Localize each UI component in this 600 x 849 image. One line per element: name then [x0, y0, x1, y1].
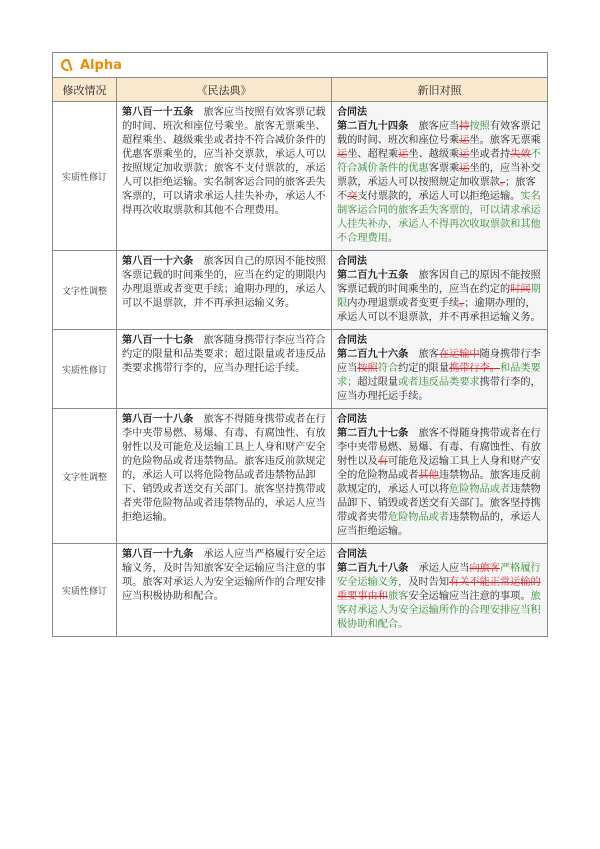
added-text: 实名制客运合同的旅客丢失客票的，可以请求承运人挂失补办，承运人不得再次收取票款和其他不合理费用。 — [337, 191, 541, 244]
unchanged-text: 坐或者持 — [469, 149, 511, 160]
brand-name: Alpha — [80, 57, 122, 73]
added-text: 危险物品或者 — [387, 512, 450, 523]
unchanged-text: 旅客因自己的原因不能按照客票记载的时间乘坐的，应当在约定的 — [337, 270, 541, 295]
added-text: 期限 — [337, 284, 541, 309]
deleted-text: 时间 — [510, 284, 531, 295]
table-row — [53, 544, 547, 636]
old-article-number: 第二百九十八条 — [337, 563, 409, 574]
added-text: 和品类要求； — [337, 363, 541, 388]
article-text: 旅客不得随身携带或者在行李中夹带易燃、易爆、有毒、有腐蚀性、有放射性以及可能危及运输工具上人身和财产安全的危险物品或者违禁物品。旅客违反前款规定的，承运人可以将危险物品或者违禁物品卸下、销毁或者送交有关部门。旅客坚持携带或者夹带危险物品或者违禁物品的，承运人应当拒绝运输。 — [122, 414, 326, 523]
alpha-logo-icon — [59, 57, 75, 73]
old-law-name: 合同法 — [337, 107, 367, 118]
unchanged-text: 旅客 — [408, 349, 439, 360]
unchanged-text: 随身携带行李应当 — [337, 349, 541, 374]
old-article-number: 第二百九十六条 — [337, 349, 409, 360]
deleted-text: 在运输中 — [438, 349, 480, 360]
old-law-name: 合同法 — [337, 414, 367, 425]
unchanged-text: 内办理退票或者变更手续 — [347, 298, 460, 309]
header-comparison: 新旧对照 — [417, 83, 462, 97]
unchanged-text: 承运人应当 — [408, 563, 470, 574]
unchanged-text: 有效客票记载的时间、班次和座位号乘 — [337, 121, 541, 146]
civil-code-cell — [117, 102, 332, 250]
deleted-text: 运 — [459, 163, 470, 174]
unchanged-text: 违禁物品的，承运人应当拒绝运输。 — [337, 512, 541, 537]
unchanged-text: 坐的，应当补交票款，承运人可以按照规定加收票款 — [337, 163, 541, 188]
added-text: 或者违反品类要求 — [398, 377, 480, 388]
deleted-text: 持 — [459, 121, 470, 132]
article-number: 第八百一十七条 — [122, 335, 194, 346]
article-number: 第八百一十五条 — [122, 107, 194, 118]
unchanged-text: 违禁物品卸下、销毁或者送交有关部门。旅客坚持携带或者夹带 — [337, 484, 541, 523]
deleted-text: 运 — [459, 149, 470, 160]
civil-code-cell — [117, 330, 332, 408]
change-type-cell: 文字性调整 — [53, 251, 117, 329]
article-text: 承运人应当严格履行安全运输义务，及时告知旅客安全运输应当注意的事项。旅客对承运人为安全运输所作的合理安排应当积极协助和配合。 — [122, 549, 326, 602]
civil-code-cell — [117, 409, 332, 543]
old-law-name: 合同法 — [337, 256, 367, 267]
unchanged-text: 安全运输应当注意的事项。 — [408, 591, 531, 602]
table-body — [53, 102, 547, 636]
deleted-text: 按照 — [357, 363, 378, 374]
deleted-text: 交 — [347, 191, 358, 202]
article-text: 旅客因自己的原因不能按照客票记载的时间乘坐的，应当在约定的期限内办理退票或者变更手续；逾期办理的，承运人可以不退票款，并不再承担运输义务。 — [122, 256, 326, 309]
unchanged-text: 约定的限量 — [398, 363, 450, 374]
added-text: 严格履行安全运输义务， — [337, 563, 541, 588]
unchanged-text: 可能危及运输工具上人身和财产安全的危险物品或者 — [337, 456, 541, 481]
deleted-text: 。 — [500, 177, 506, 188]
table-row — [53, 409, 547, 544]
unchanged-text: 携带行李的，应当办理托运手续。 — [337, 377, 541, 402]
article-number: 第八百一十八条 — [122, 414, 194, 425]
unchanged-text: 旅客应当 — [408, 121, 460, 132]
unchanged-text: ；逾期办理的，承运人可以不退票款，并不再承担运输义务。 — [337, 298, 541, 323]
unchanged-text: 坐。旅客无票乘 — [469, 135, 541, 146]
old-article-number: 第二百九十七条 — [337, 428, 409, 439]
table-header — [53, 78, 547, 102]
deleted-text: 有关不能正常运输的重要事由和 — [337, 577, 541, 602]
added-text: 危险物品或者 — [449, 484, 511, 495]
deleted-text: 其他 — [418, 470, 439, 481]
old-law-name: 合同法 — [337, 335, 367, 346]
unchanged-text: 及时告知 — [408, 577, 450, 588]
table-row — [53, 330, 547, 409]
comparison-cell — [332, 330, 547, 408]
comparison-cell — [332, 102, 547, 250]
deleted-text: 携带行李。 — [449, 363, 500, 374]
unchanged-text: ；旅客不 — [337, 177, 536, 202]
deleted-text: 运 — [459, 135, 470, 146]
unchanged-text: 坐、超程乘 — [347, 149, 399, 160]
deleted-text: 向旅客 — [469, 563, 500, 574]
civil-code-cell — [117, 251, 332, 329]
added-text: 旅客对承运人为安全运输所作的合理安排应当积极协助和配合。 — [337, 591, 541, 630]
unchanged-text: 支付票款的，承运人可以拒绝运输。 — [357, 191, 521, 202]
article-text: 旅客随身携带行李应当符合约定的限量和品类要求；超过限量或者违反品类要求携带行李的，应当办理托运手续。 — [122, 335, 326, 374]
unchanged-text: 超过限量 — [357, 377, 399, 388]
unchanged-text: 旅客违反前款规定的，承运人可以将 — [337, 470, 541, 495]
comparison-cell — [332, 409, 547, 543]
added-text: 符合 — [377, 363, 399, 374]
change-type-cell: 实质性修订 — [53, 102, 117, 250]
deleted-text: 运 — [398, 149, 409, 160]
deleted-text: 失效 — [510, 149, 531, 160]
change-type-cell: 实质性修订 — [53, 330, 117, 408]
header-change-type: 修改情况 — [53, 78, 117, 101]
article-text: 旅客应当按照有效客票记载的时间、班次和座位号乘坐。旅客无票乘坐、超程乘坐、越级乘坐或者持不符合减价条件的优惠客票乘坐的，应当补交票款，承运人可以按照规定加收票款；旅客不支付票款的，承运人可以拒绝运输。实名制客运合同的旅客丢失客票的，可以请求承运人挂失补办，承运人不得再次收取票款和其他不合理费用。 — [122, 107, 326, 216]
comparison-cell — [332, 251, 547, 329]
header-civil-code: 《民法典》 — [117, 78, 332, 101]
unchanged-text: 违禁物品。 — [438, 470, 490, 481]
old-law-name: 合同法 — [337, 549, 367, 560]
unchanged-text: 旅客不得随身携带或者在行李中夹带易燃、易爆、有毒、有腐蚀性、有放射性以及 — [337, 428, 541, 467]
comparison-table — [52, 52, 548, 637]
added-text: 按照 — [469, 121, 490, 132]
old-article-number: 第二百九十五条 — [337, 270, 409, 281]
civil-code-cell — [117, 544, 332, 636]
article-number: 第八百一十九条 — [122, 549, 194, 560]
old-article-number: 第二百九十四条 — [337, 121, 409, 132]
deleted-text: 。 — [459, 298, 465, 309]
deleted-text: 运 — [337, 149, 348, 160]
deleted-text: 有 — [377, 456, 388, 467]
change-type-cell: 实质性修订 — [53, 544, 117, 636]
added-text: 旅客 — [387, 591, 409, 602]
table-row — [53, 102, 547, 251]
comparison-cell — [332, 544, 547, 636]
added-text: 不符合减价条件的优惠 — [337, 149, 541, 174]
article-number: 第八百一十六条 — [122, 256, 194, 267]
brand-bar — [53, 53, 547, 78]
change-type-cell: 文字性调整 — [53, 409, 117, 543]
unchanged-text: 客票乘 — [428, 163, 460, 174]
table-row — [53, 251, 547, 330]
unchanged-text: 坐、越级乘 — [408, 149, 460, 160]
